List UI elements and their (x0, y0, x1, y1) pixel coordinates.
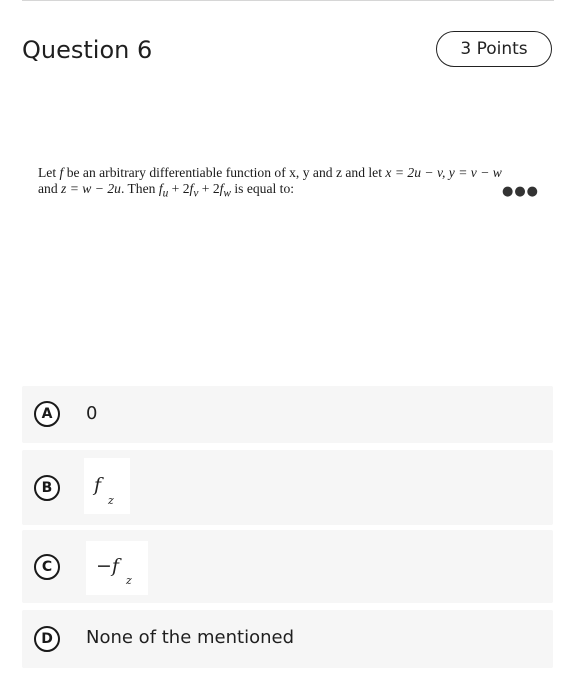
question-text-part: . Then (120, 181, 159, 196)
option-letter-d: D (34, 626, 60, 652)
question-text-part: Let (38, 165, 60, 180)
question-title: Question 6 (22, 36, 153, 64)
option-letter-c: C (34, 554, 60, 580)
formula-sub: z (126, 574, 132, 587)
top-divider (22, 0, 554, 1)
formula-main: f (94, 474, 102, 496)
option-letter-a: A (34, 401, 60, 427)
question-text-part: + 2 (168, 181, 190, 196)
question-text (38, 165, 548, 202)
question-text-sub: w (223, 187, 231, 200)
option-b[interactable] (22, 450, 553, 525)
more-options-icon[interactable]: ●●● (502, 184, 540, 199)
question-text-part: be an arbitrary differentiable function of x, y and z and let (63, 165, 386, 180)
option-c-formula (86, 541, 148, 595)
option-a[interactable] (22, 386, 553, 443)
question-text-f: f (59, 165, 64, 180)
question-text-part: is equal to: (230, 181, 295, 196)
option-c[interactable] (22, 530, 553, 603)
question-text-part: + 2 (198, 181, 220, 196)
option-b-formula (84, 458, 130, 514)
question-text-eq: f (219, 181, 224, 196)
points-badge (436, 31, 552, 67)
points-label: 3 Points (460, 39, 528, 59)
question-text-eq: z = w − 2u (61, 181, 121, 196)
option-d-text: None of the mentioned (86, 627, 295, 648)
question-text-part: and (38, 181, 62, 196)
question-text-sub: u (162, 187, 169, 200)
question-text-sub: v (193, 187, 199, 200)
option-a-text: 0 (86, 403, 98, 424)
question-text-eq: f (189, 181, 194, 196)
formula-sub: z (108, 494, 114, 507)
question-text-eq: x = 2u − v, y = v − w (385, 165, 502, 180)
formula-main: −f (96, 555, 119, 577)
option-d[interactable] (22, 610, 553, 668)
option-letter-b: B (34, 475, 60, 501)
question-text-eq: f (158, 181, 163, 196)
